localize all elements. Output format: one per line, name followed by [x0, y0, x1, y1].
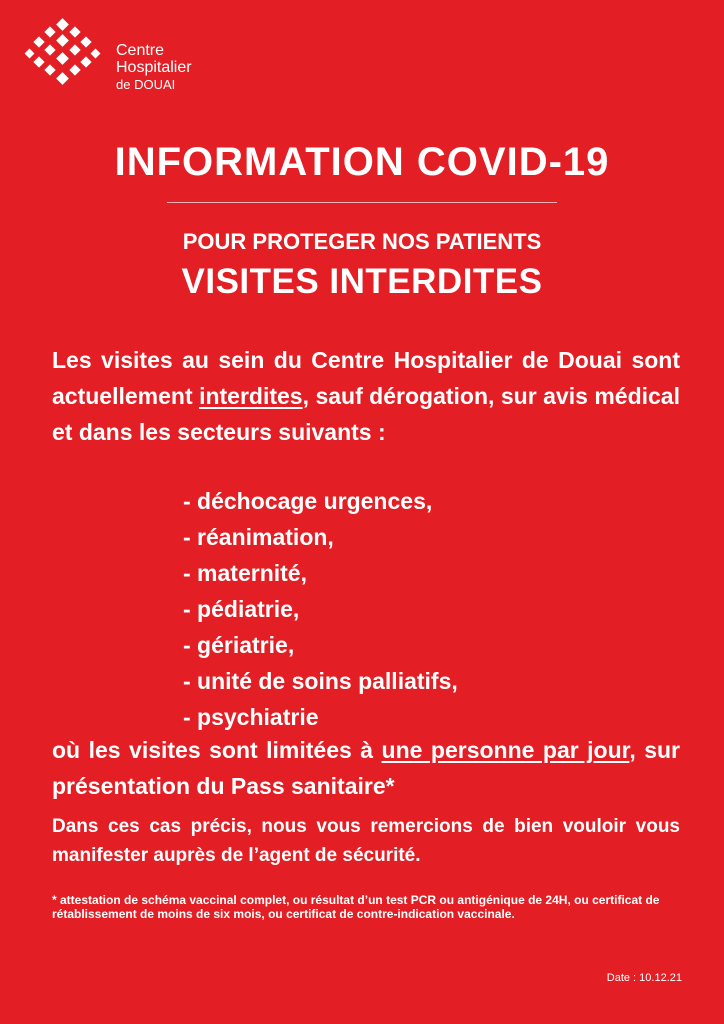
list-item: - unité de soins palliatifs,: [183, 668, 458, 694]
hospital-name-line2: Hospitalier: [116, 59, 192, 76]
page-title: INFORMATION COVID-19: [114, 140, 610, 184]
sectors-list: [183, 483, 458, 735]
headline: VISITES INTERDITES: [181, 262, 543, 301]
list-item: - gériatrie,: [183, 632, 295, 658]
list-item: - déchocage urgences,: [183, 488, 433, 514]
limit-text-start: où les visites sont limitées à: [52, 737, 382, 763]
notice-text-start: Les visites au sein du Centre Hospitalier de Douai sont actuellement: [52, 347, 680, 409]
hospital-logo: [22, 18, 222, 92]
list-item: - pédiatrie,: [183, 596, 300, 622]
notice-emphasis: interdites: [199, 383, 303, 409]
visit-limit-paragraph: [52, 732, 680, 804]
limit-emphasis: une personne par jour: [381, 737, 630, 763]
limit-text-end: , sur présentation du Pass sanitaire*: [52, 737, 681, 799]
hospital-name-line1: Centre: [116, 42, 165, 59]
hospital-logo-icon: [22, 18, 102, 88]
visits-notice-paragraph: [52, 342, 680, 450]
hospital-name-line3: de DOUAI: [116, 77, 176, 92]
list-item: - réanimation,: [183, 524, 334, 550]
subtitle: POUR PROTEGER NOS PATIENTS: [182, 229, 542, 254]
footnote: * attestation de schéma vaccinal complet, ou résultat d’un test PCR ou antigénique de 24H, ou certificat de rétablissement de moins de six mois, ou certificat de contre-indication vaccinale.: [52, 893, 660, 921]
date-label: Date : 10.12.21: [606, 972, 682, 984]
title-divider: [167, 202, 557, 203]
list-item: - maternité,: [183, 560, 307, 586]
security-agent-paragraph: Dans ces cas précis, nous vous remercions de bien vouloir vous manifester auprès de l’agent de sécurité.: [52, 816, 680, 866]
list-item: - psychiatrie: [183, 704, 319, 730]
hospital-name: [116, 42, 192, 93]
notice-text-end: , sauf dérogation, sur avis médical et dans les secteurs suivants :: [52, 383, 680, 445]
